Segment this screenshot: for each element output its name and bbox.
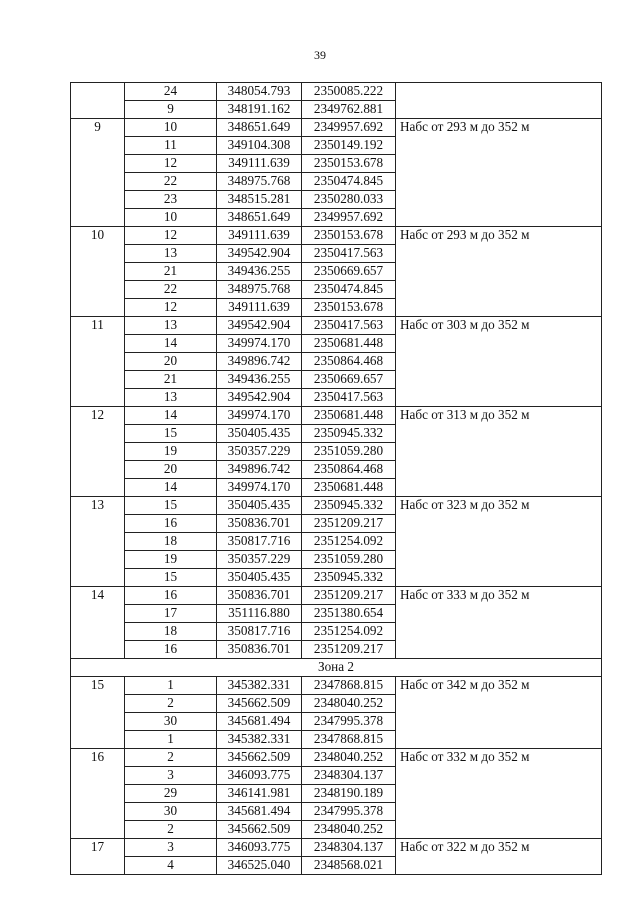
point-number: 24 — [125, 83, 217, 101]
coordinate-y: 2348040.252 — [302, 695, 396, 713]
coordinate-x: 348515.281 — [217, 191, 302, 209]
coordinate-y: 2350681.448 — [302, 479, 396, 497]
coordinate-x: 349111.639 — [217, 227, 302, 245]
coordinate-y: 2350153.678 — [302, 155, 396, 173]
coordinate-x: 348651.649 — [217, 209, 302, 227]
height-restriction-note: Набс от 333 м до 352 м — [396, 587, 602, 659]
point-number: 14 — [125, 479, 217, 497]
coordinate-y: 2350085.222 — [302, 83, 396, 101]
coordinate-x: 349436.255 — [217, 371, 302, 389]
coordinate-x: 348975.768 — [217, 173, 302, 191]
point-number: 15 — [125, 569, 217, 587]
coordinate-y: 2350681.448 — [302, 335, 396, 353]
plot-number: 9 — [71, 119, 125, 227]
coordinate-x: 350817.716 — [217, 533, 302, 551]
point-number: 19 — [125, 443, 217, 461]
point-number: 20 — [125, 461, 217, 479]
point-number: 14 — [125, 407, 217, 425]
coordinate-y: 2350417.563 — [302, 389, 396, 407]
coordinate-x: 350836.701 — [217, 587, 302, 605]
coordinate-y: 2348040.252 — [302, 749, 396, 767]
coordinate-x: 350405.435 — [217, 425, 302, 443]
plot-number — [71, 83, 125, 119]
coordinate-y: 2347868.815 — [302, 731, 396, 749]
coordinate-y: 2347995.378 — [302, 803, 396, 821]
zone-title: Зона 2 — [71, 659, 602, 677]
coordinate-x: 349436.255 — [217, 263, 302, 281]
coordinate-x: 345662.509 — [217, 695, 302, 713]
plot-number: 13 — [71, 497, 125, 587]
coordinate-x: 349542.904 — [217, 317, 302, 335]
plot-number: 12 — [71, 407, 125, 497]
point-number: 22 — [125, 281, 217, 299]
coordinate-x: 345681.494 — [217, 713, 302, 731]
point-number: 20 — [125, 353, 217, 371]
point-number: 11 — [125, 137, 217, 155]
coordinate-y: 2350153.678 — [302, 227, 396, 245]
coordinate-x: 349974.170 — [217, 479, 302, 497]
point-number: 17 — [125, 605, 217, 623]
coordinate-y: 2350945.332 — [302, 569, 396, 587]
table-row — [71, 407, 602, 425]
coordinate-x: 350817.716 — [217, 623, 302, 641]
point-number: 18 — [125, 623, 217, 641]
point-number: 30 — [125, 713, 217, 731]
coordinate-x: 350357.229 — [217, 551, 302, 569]
point-number: 23 — [125, 191, 217, 209]
coordinate-y: 2350945.332 — [302, 425, 396, 443]
table-row — [71, 587, 602, 605]
coordinate-y: 2350945.332 — [302, 497, 396, 515]
coordinate-x: 345382.331 — [217, 677, 302, 695]
coordinate-x: 349111.639 — [217, 155, 302, 173]
coordinate-y: 2350669.657 — [302, 371, 396, 389]
point-number: 13 — [125, 389, 217, 407]
coordinate-y: 2349957.692 — [302, 209, 396, 227]
coordinate-x: 349542.904 — [217, 389, 302, 407]
coordinates-table-body — [71, 83, 602, 875]
coordinate-x: 350357.229 — [217, 443, 302, 461]
point-number: 12 — [125, 155, 217, 173]
point-number: 13 — [125, 317, 217, 335]
coordinate-y: 2347995.378 — [302, 713, 396, 731]
plot-number: 17 — [71, 839, 125, 875]
point-number: 19 — [125, 551, 217, 569]
coordinate-y: 2350417.563 — [302, 317, 396, 335]
point-number: 9 — [125, 101, 217, 119]
coordinate-y: 2351209.217 — [302, 587, 396, 605]
plot-number: 15 — [71, 677, 125, 749]
plot-number: 10 — [71, 227, 125, 317]
coordinate-y: 2351059.280 — [302, 551, 396, 569]
table-row — [71, 83, 602, 101]
coordinate-x: 348191.162 — [217, 101, 302, 119]
coordinate-y: 2350669.657 — [302, 263, 396, 281]
coordinate-y: 2348304.137 — [302, 839, 396, 857]
coordinate-y: 2351380.654 — [302, 605, 396, 623]
point-number: 18 — [125, 533, 217, 551]
coordinate-y: 2350474.845 — [302, 281, 396, 299]
coordinate-y: 2351254.092 — [302, 623, 396, 641]
page-number: 39 — [314, 48, 326, 62]
coordinate-x: 349974.170 — [217, 335, 302, 353]
point-number: 15 — [125, 497, 217, 515]
coordinate-x: 350405.435 — [217, 569, 302, 587]
height-restriction-note: Набс от 293 м до 352 м — [396, 227, 602, 317]
coordinate-x: 349974.170 — [217, 407, 302, 425]
coordinate-x: 346525.040 — [217, 857, 302, 875]
table-row — [71, 227, 602, 245]
point-number: 3 — [125, 839, 217, 857]
point-number: 13 — [125, 245, 217, 263]
coordinate-x: 348054.793 — [217, 83, 302, 101]
coordinate-y: 2351254.092 — [302, 533, 396, 551]
point-number: 10 — [125, 119, 217, 137]
point-number: 1 — [125, 731, 217, 749]
coordinate-x: 346141.981 — [217, 785, 302, 803]
point-number: 21 — [125, 263, 217, 281]
point-number: 14 — [125, 335, 217, 353]
point-number: 1 — [125, 677, 217, 695]
table-row — [71, 839, 602, 857]
coordinate-y: 2347868.815 — [302, 677, 396, 695]
coordinate-y: 2349957.692 — [302, 119, 396, 137]
coordinate-x: 349104.308 — [217, 137, 302, 155]
table-row — [71, 749, 602, 767]
height-restriction-note — [396, 83, 602, 119]
point-number: 22 — [125, 173, 217, 191]
point-number: 4 — [125, 857, 217, 875]
point-number: 12 — [125, 227, 217, 245]
coordinate-x: 350405.435 — [217, 497, 302, 515]
coordinate-x: 346093.775 — [217, 767, 302, 785]
height-restriction-note: Набс от 322 м до 352 м — [396, 839, 602, 875]
point-number: 30 — [125, 803, 217, 821]
coordinate-x: 349542.904 — [217, 245, 302, 263]
coordinate-y: 2351209.217 — [302, 641, 396, 659]
coordinate-x: 345382.331 — [217, 731, 302, 749]
height-restriction-note: Набс от 303 м до 352 м — [396, 317, 602, 407]
height-restriction-note: Набс от 313 м до 352 м — [396, 407, 602, 497]
coordinate-x: 349896.742 — [217, 461, 302, 479]
coordinate-y: 2348568.021 — [302, 857, 396, 875]
coordinate-y: 2350149.192 — [302, 137, 396, 155]
table-row — [71, 497, 602, 515]
coordinate-y: 2350864.468 — [302, 461, 396, 479]
coordinates-table — [70, 82, 602, 875]
coordinate-y: 2350864.468 — [302, 353, 396, 371]
point-number: 16 — [125, 515, 217, 533]
coordinate-x: 348651.649 — [217, 119, 302, 137]
coordinate-y: 2348040.252 — [302, 821, 396, 839]
point-number: 10 — [125, 209, 217, 227]
coordinate-y: 2348190.189 — [302, 785, 396, 803]
point-number: 21 — [125, 371, 217, 389]
coordinate-x: 348975.768 — [217, 281, 302, 299]
coordinate-x: 345681.494 — [217, 803, 302, 821]
coordinate-x: 350836.701 — [217, 641, 302, 659]
point-number: 16 — [125, 641, 217, 659]
zone-header-row — [71, 659, 602, 677]
point-number: 2 — [125, 821, 217, 839]
point-number: 3 — [125, 767, 217, 785]
coordinate-y: 2350474.845 — [302, 173, 396, 191]
coordinate-y: 2350153.678 — [302, 299, 396, 317]
coordinate-x: 351116.880 — [217, 605, 302, 623]
point-number: 15 — [125, 425, 217, 443]
coordinate-x: 349896.742 — [217, 353, 302, 371]
coordinate-y: 2351059.280 — [302, 443, 396, 461]
plot-number: 14 — [71, 587, 125, 659]
coordinate-y: 2349762.881 — [302, 101, 396, 119]
coordinate-y: 2348304.137 — [302, 767, 396, 785]
point-number: 2 — [125, 695, 217, 713]
coordinate-x: 345662.509 — [217, 749, 302, 767]
point-number: 2 — [125, 749, 217, 767]
height-restriction-note: Набс от 342 м до 352 м — [396, 677, 602, 749]
table-row — [71, 119, 602, 137]
point-number: 16 — [125, 587, 217, 605]
point-number: 29 — [125, 785, 217, 803]
table-row — [71, 317, 602, 335]
coordinate-x: 349111.639 — [217, 299, 302, 317]
coordinate-x: 346093.775 — [217, 839, 302, 857]
height-restriction-note: Набс от 332 м до 352 м — [396, 749, 602, 839]
coordinate-x: 345662.509 — [217, 821, 302, 839]
coordinate-y: 2350417.563 — [302, 245, 396, 263]
point-number: 12 — [125, 299, 217, 317]
plot-number: 16 — [71, 749, 125, 839]
coordinate-y: 2351209.217 — [302, 515, 396, 533]
coordinate-y: 2350280.033 — [302, 191, 396, 209]
height-restriction-note: Набс от 293 м до 352 м — [396, 119, 602, 227]
coordinate-y: 2350681.448 — [302, 407, 396, 425]
height-restriction-note: Набс от 323 м до 352 м — [396, 497, 602, 587]
table-row — [71, 677, 602, 695]
plot-number: 11 — [71, 317, 125, 407]
coordinate-x: 350836.701 — [217, 515, 302, 533]
